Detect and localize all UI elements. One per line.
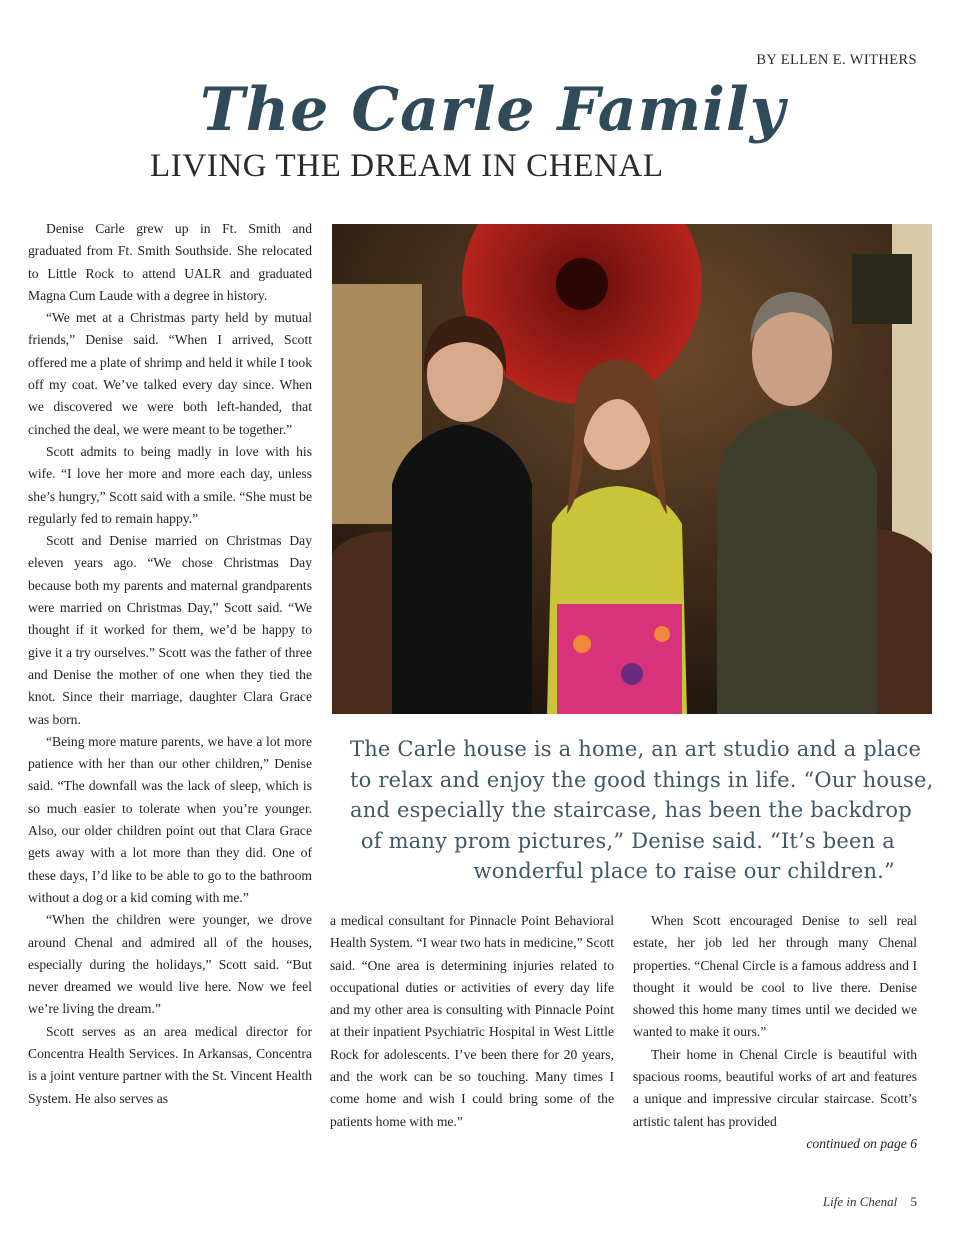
- paragraph: When Scott encouraged Denise to sell real estate, her job led her through many Chenal properties. “Chenal Circle is a famous address and I thought it would be cool to live there. Denise showed this home many times until we decided we wanted to make it ours.”: [633, 913, 917, 1040]
- pull-quote-line: and especially the staircase, has been the backdrop: [350, 798, 912, 822]
- pull-quote-line: of many prom pictures,” Denise said. “It’s been a: [360, 828, 895, 853]
- pull-quote-line: to relax and enjoy the good things in life. “Our house,: [350, 767, 934, 792]
- paragraph: “Being more mature parents, we have a lot more patience with her than our other children,” Denise said. “The downfall was the lack of sleep, which is so much easier to tolerate when you’re younger. Also, our older children point out that Clara Grace gets away with a lot more than they did. One of these days, I’d like to be able to go to the bathroom without a dog or a kid coming with me.”: [28, 733, 312, 905]
- paragraph: a medical consultant for Pinnacle Point Behavioral Health System. “I wear two hats in medicine,” Scott said. “One area is determining injuries related to occupational duties or activities of every day life and my other area is consulting with Pinnacle Point at their inpatient Psychiatric Hospital in West Little Rock for adolescents. I’ve been there for 20 years, and the work can be so touching. Many times I come home and wish I could bring some of the patients home with me.”: [330, 913, 614, 1129]
- page-footer: [823, 1194, 917, 1210]
- page-number: 5: [910, 1194, 917, 1209]
- column-3: [633, 910, 917, 1155]
- family-portrait-photo: [332, 224, 932, 714]
- pull-quote: [350, 734, 934, 887]
- paragraph: “When the children were younger, we drove around Chenal and admired all of the houses, especially during the holidays,” Scott said. “But never dreamed we would live here. Now we feel we’re living the dream.”: [28, 912, 312, 1017]
- paragraph: Scott admits to being madly in love with his wife. “I love her more and more each day, unless she’s hungry,” Scott said with a smile. “She must be regularly fed to remain happy.”: [28, 443, 312, 526]
- article-subtitle: LIVING THE DREAM IN CHENAL: [150, 148, 664, 184]
- pull-quote-line: wonderful place to raise our children.”: [473, 859, 895, 883]
- paragraph: Scott and Denise married on Christmas Day eleven years ago. “We chose Christmas Day because both my parents and maternal grandparents were married on Christmas Day,” Scott said. “We thought if it worked for them, we’d be happy to give it a try ourselves.” Scott was the father of three and Denise the mother of one when they tied the knot. Since their marriage, daughter Clara Grace was born.: [28, 533, 312, 727]
- column-2: [330, 910, 614, 1133]
- family-portrait-illustration: [332, 224, 932, 714]
- article-title: The Carle Family: [200, 75, 786, 145]
- paragraph: Denise Carle grew up in Ft. Smith and graduated from Ft. Smith Southside. She relocated to Little Rock to attend UALR and graduated Magna Cum Laude with a degree in history.: [28, 221, 312, 303]
- paragraph: “We met at a Christmas party held by mutual friends,” Denise said. “When I arrived, Scott offered me a plate of shrimp and held it while I took off my coat. We’ve talked every day since. When we discovered we were both left-handed, that cinched the deal, we were meant to be together.”: [28, 310, 313, 437]
- byline: BY ELLEN E. WITHERS: [756, 52, 917, 68]
- paragraph: Scott serves as an area medical director for Concentra Health Services. In Arkansas, Concentra is a joint venture partner with the St. Vincent Health System. He also serves as: [28, 1023, 312, 1106]
- continued-link[interactable]: continued on page 6: [806, 1135, 917, 1151]
- paragraph: Their home in Chenal Circle is beautiful with spacious rooms, beautiful works of art and features a unique and impressive circular staircase. Scott’s artistic talent has provided: [633, 1046, 917, 1129]
- pull-quote-line: The Carle house is a home, an art studio and a place: [350, 737, 922, 761]
- magazine-name: Life in Chenal: [822, 1194, 898, 1209]
- column-1: [28, 218, 312, 1110]
